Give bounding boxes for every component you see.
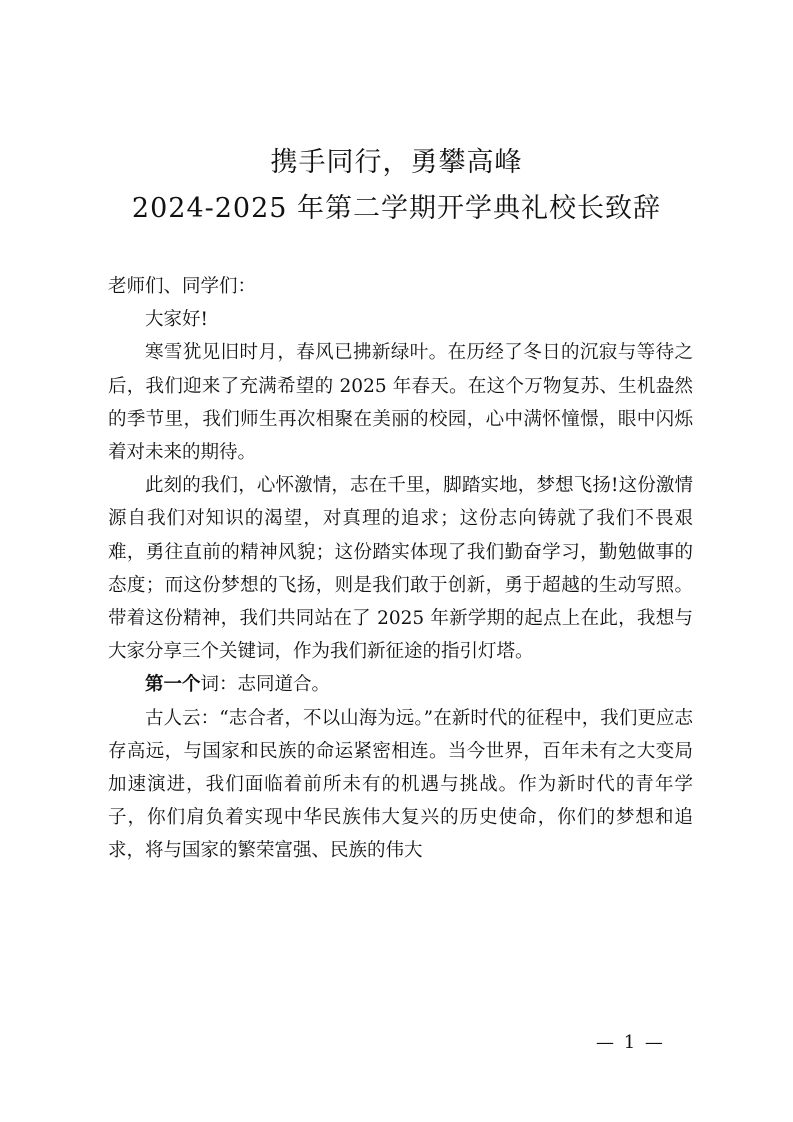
section-heading-text: 词：志同道合。 (200, 674, 331, 696)
page-number: — 1 — (596, 1032, 665, 1053)
body-paragraph: 古人云：“志合者，不以山海为远。”在新时代的征程中，我们更应志存高远，与国家和民族的命运紧密相连。当今世界，百年未有之大变局加速演进，我们面临着前所未有的机遇与挑战。作为新时代的青年学子，你们肩负着实现中华民族伟大复兴的历史使命，你们的梦想和追求，将与国家的繁荣富强、民族的伟大 (108, 707, 693, 862)
greeting: 大家好! (145, 309, 208, 331)
document-subtitle: 2024-2025 年第二学期开学典礼校长致辞 (131, 193, 662, 224)
document-body (108, 270, 693, 868)
title-block (0, 140, 793, 232)
section-heading-lead: 第一个 (145, 674, 201, 696)
salutation: 老师们、同学们： (108, 276, 257, 297)
body-paragraph: 寒雪犹见旧时月，春风已拂新绿叶。在历经了冬日的沉寂与等待之后，我们迎来了充满希望的 2025 年春天。在这个万物复苏、生机盎然的季节里，我们师生再次相聚在美丽的校园，心中满怀憧憬，眼中闪烁着对未来的期待。 (108, 342, 693, 464)
section-heading (108, 668, 693, 701)
document-title: 携手同行，勇攀高峰 (270, 147, 523, 178)
body-paragraph: 此刻的我们，心怀激情，志在千里，脚踏实地，梦想飞扬!这份激情源自我们对知识的渴望，对真理的追求；这份志向铸就了我们不畏艰难，勇往直前的精神风貌；这份踏实体现了我们勤奋学习，勤勉做事的态度；而这份梦想的飞扬，则是我们敢于创新，勇于超越的生动写照。带着这份精神，我们共同站在了 2025 年新学期的起点上在此，我想与大家分享三个关键词，作为我们新征途的指引灯塔。 (108, 475, 693, 663)
